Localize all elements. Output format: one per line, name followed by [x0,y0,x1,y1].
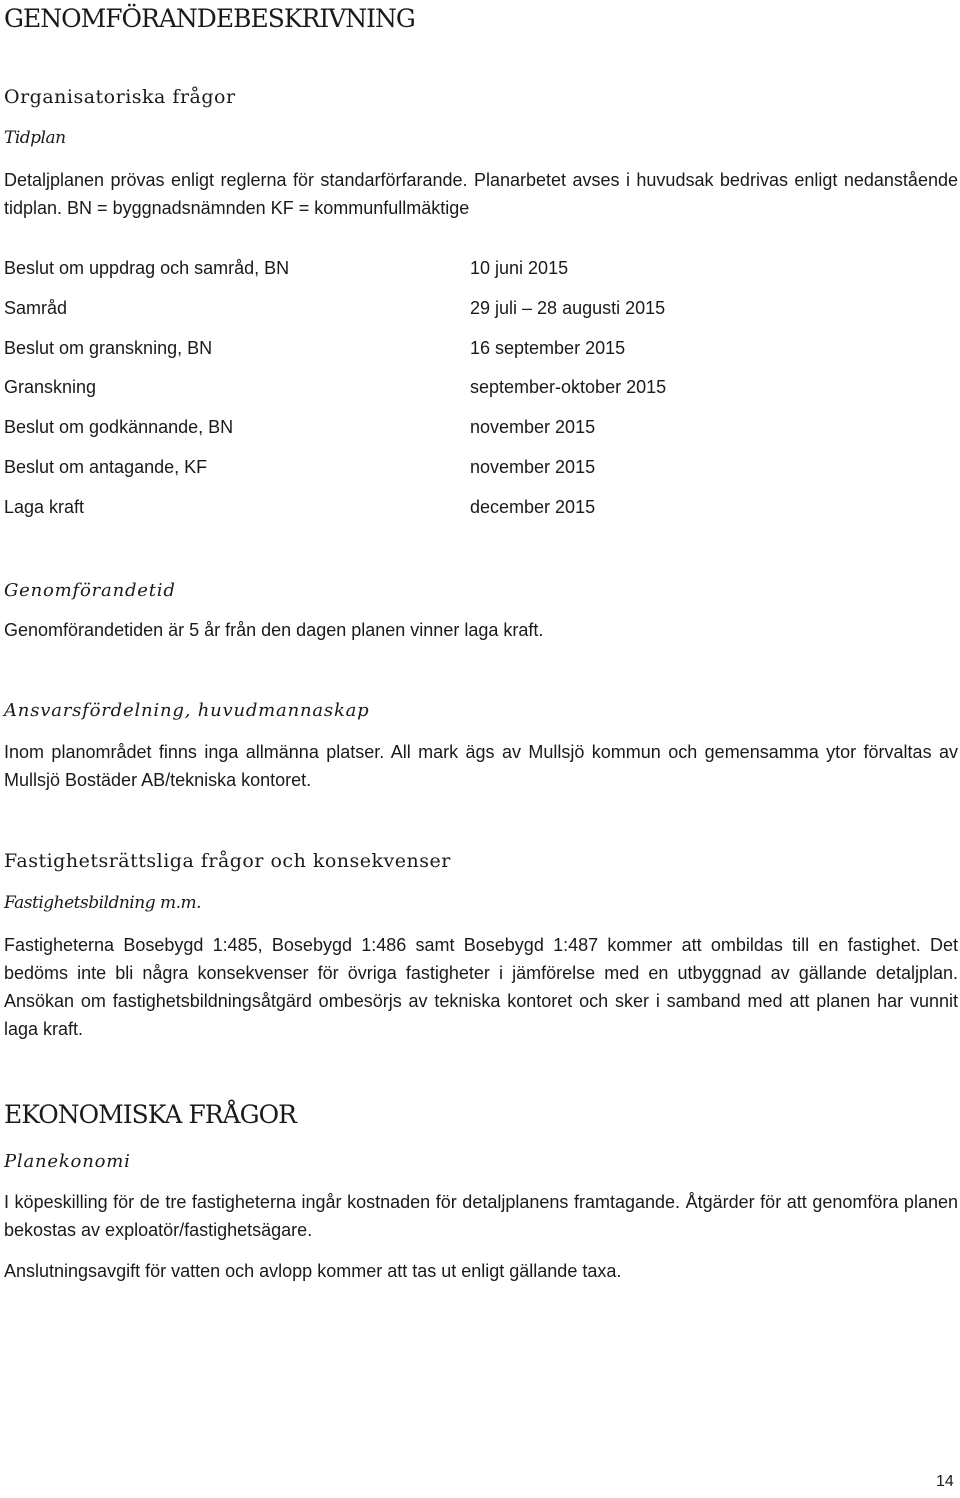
page-number: 14 [936,1473,954,1490]
paragraph-planekonomi-2: Anslutningsavgift för vatten och avlopp kommer att tas ut enligt gällande taxa. [4,1261,622,1281]
paragraph-tidplan-intro: Detaljplanen prövas enligt reglerna för standarförfarande. Planarbetet avses i huvudsak bedrivas enligt nedanstående tidplan. BN = byggnadsnämnden KF = kommunfullmäktige [4,170,958,218]
section-heading-ekonomiska: EKONOMISKA FRÅGOR [4,1100,296,1129]
subheading-tidplan: Tidplan [4,128,66,148]
subheading-ansvarsfordelning: Ansvarsfördelning, huvudmannaskap [4,700,370,721]
schedule-step: Beslut om antagande, KF [4,457,208,477]
schedule-date: december 2015 [470,497,596,517]
schedule-step: Samråd [4,298,68,318]
subheading-fastighetsbildning: Fastighetsbildning m.m. [4,893,202,913]
schedule-step: Beslut om uppdrag och samråd, BN [4,258,290,278]
subheading-genomforandetid: Genomförandetid [4,580,176,601]
paragraph-ansvar: Inom planområdet finns inga allmänna platser. All mark ägs av Mullsjö kommun och gemensamma ytor förvaltas av Mullsjö Bostäder AB/tekniska kontoret. [4,742,958,790]
schedule-date: 16 september 2015 [470,338,626,358]
schedule-date: 29 juli – 28 augusti 2015 [470,298,666,318]
subsection-heading-organisatoriska: Organisatoriska frågor [4,86,236,108]
paragraph-planekonomi-1: I köpeskilling för de tre fastigheterna ingår kostnaden för detaljplanens framtagande. Åtgärder för att genomföra planen bekostas av exploatör/fastighetsägare. [4,1192,958,1240]
schedule-step: Beslut om godkännande, BN [4,417,234,437]
schedule-step: Beslut om granskning, BN [4,338,213,358]
paragraph-fastighetsbildning: Fastigheterna Bosebygd 1:485, Bosebygd 1:486 samt Bosebygd 1:487 kommer att ombildas till en fastighet. Det bedöms inte bli några konsekvenser för övriga fastigheter i jämförelse med en utbyggnad av gällande detaljplan. Ansökan om fastighetsbildningsåtgärd ombesörjs av tekniska kontoret och sker i samband med att planen har vunnit laga kraft. [4,935,958,1039]
schedule-date: november 2015 [470,417,596,437]
schedule-step: Laga kraft [4,497,85,517]
schedule-date: november 2015 [470,457,596,477]
schedule-date: september-oktober 2015 [470,377,667,397]
subheading-planekonomi: Planekonomi [4,1151,131,1172]
schedule-date: 10 juni 2015 [470,258,569,278]
subsection-heading-fastighetsrattsliga: Fastighetsrättsliga frågor och konsekvenser [4,850,451,872]
section-heading-genomforande: GENOMFÖRANDEBESKRIVNING [4,4,415,33]
schedule-step: Granskning [4,377,97,397]
paragraph-genomforandetid: Genomförandetiden är 5 år från den dagen planen vinner laga kraft. [4,620,544,640]
